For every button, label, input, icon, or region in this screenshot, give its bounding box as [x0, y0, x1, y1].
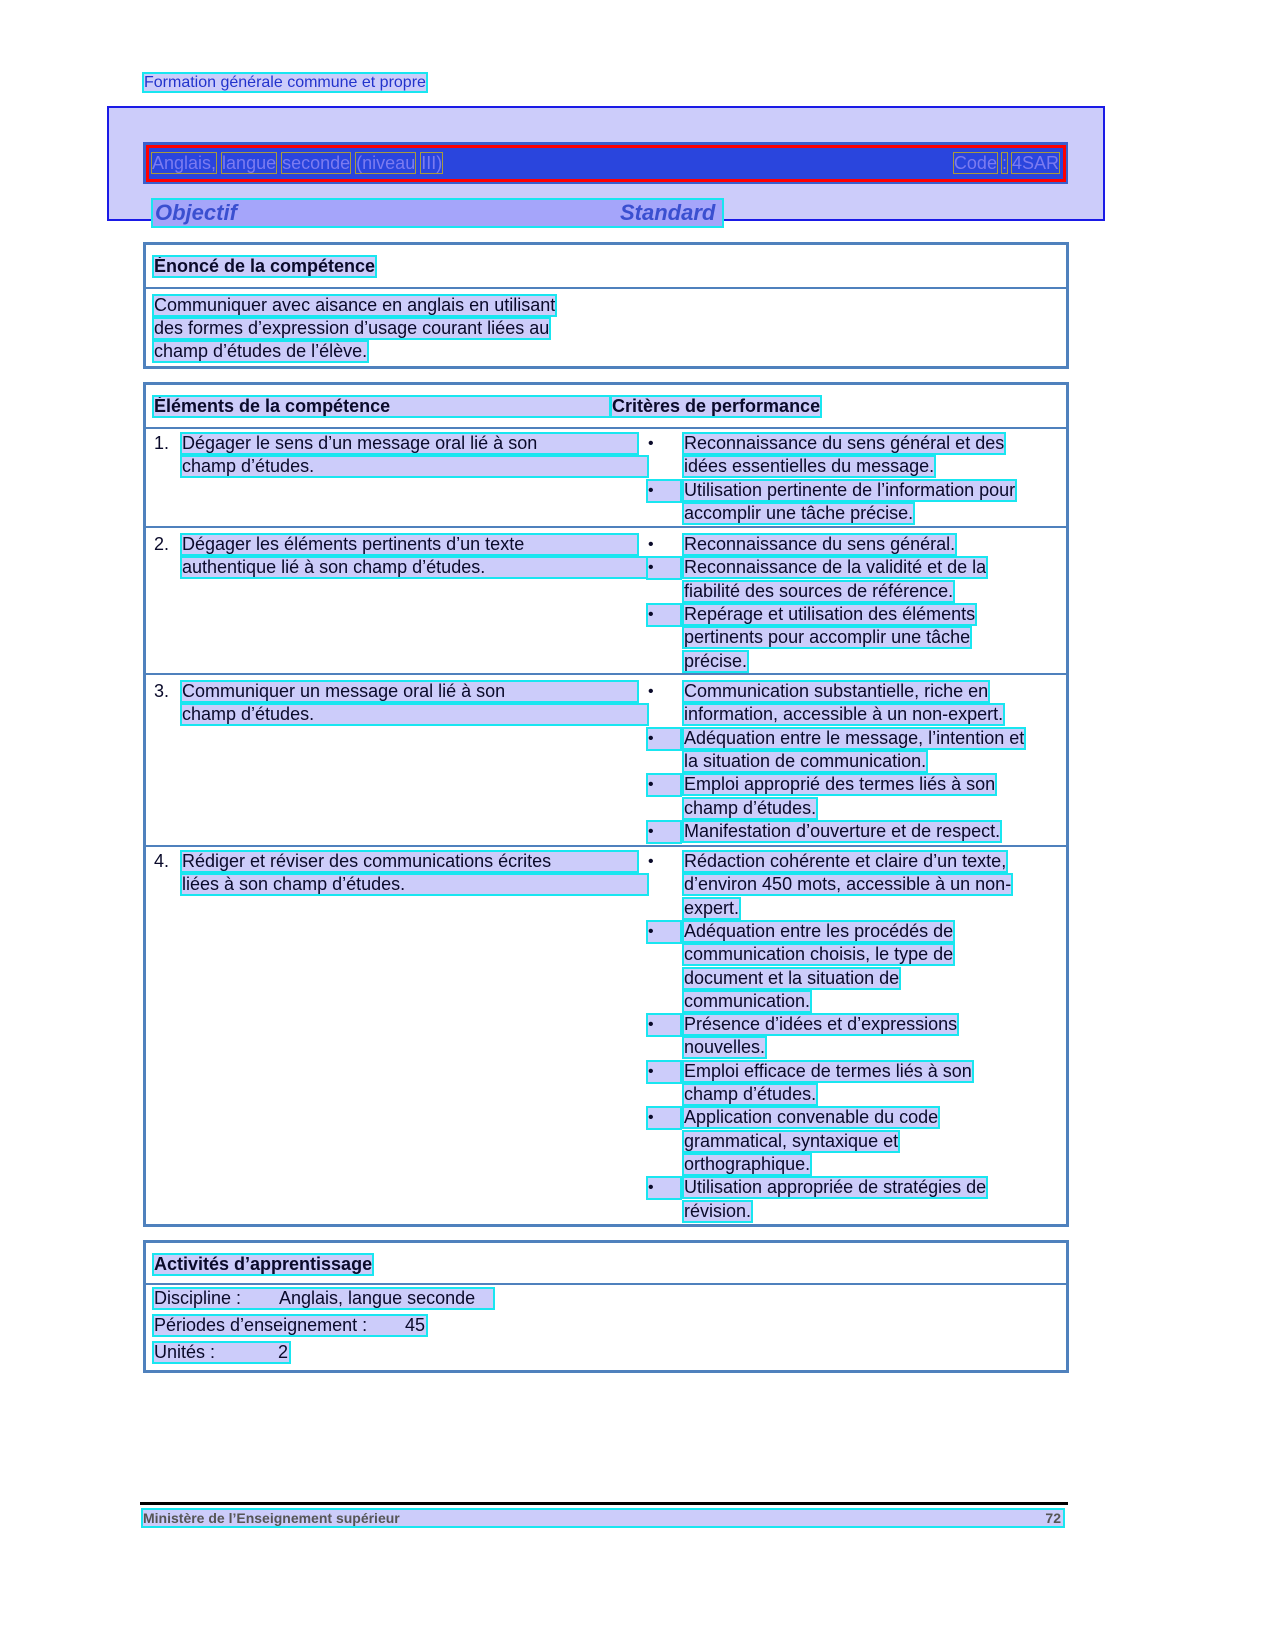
- criterion-line: Utilisation appropriée de stratégies de: [684, 1177, 987, 1198]
- criterion-line: Reconnaissance de la validité et de la: [684, 557, 987, 578]
- criterion-line: révision.: [684, 1200, 752, 1221]
- activities-heading: Activités d’apprentissage: [154, 1254, 373, 1274]
- bullet-icon: •: [648, 1178, 680, 1198]
- units-value: 2: [278, 1342, 289, 1362]
- bullet-icon: •: [648, 1062, 680, 1082]
- criterion-line: Adéquation entre les procédés de: [684, 920, 954, 941]
- criterion-line: Communication substantielle, riche en: [684, 681, 989, 701]
- criterion-line: pertinents pour accomplir une tâche: [684, 627, 971, 648]
- page-number: 72: [1045, 1510, 1061, 1526]
- element-line: champ d’études.: [181, 704, 648, 725]
- bullet-icon: •: [648, 853, 654, 870]
- element-line: Rédiger et réviser des communications écrites: [181, 851, 638, 872]
- element-line: Dégager le sens d’un message oral lié à son: [181, 433, 638, 454]
- criterion-line: Reconnaissance du sens général et des: [684, 433, 1005, 453]
- discipline-line: [153, 1288, 494, 1309]
- element-line: Communiquer un message oral lié à son: [181, 681, 638, 702]
- section-header: Formation générale commune et propre: [144, 74, 426, 91]
- course-title-word: Anglais,: [152, 153, 217, 173]
- criterion-line: Rédaction cohérente et claire d’un texte,: [684, 851, 1007, 871]
- course-title-word: seconde: [282, 153, 351, 173]
- bullet-icon: •: [648, 481, 680, 501]
- bullet-icon: •: [648, 775, 680, 795]
- criterion-line: Reconnaissance du sens général.: [684, 534, 956, 554]
- statement-line: champ d’études de l’élève.: [154, 341, 368, 361]
- criterion-line: Adéquation entre le message, l’intention et: [684, 727, 1025, 748]
- criterion-line: Application convenable du code: [684, 1107, 939, 1128]
- course-title: [152, 153, 442, 173]
- criterion-line: champ d’études.: [684, 797, 817, 818]
- bullet-icon: •: [648, 435, 654, 452]
- criterion-line: champ d’études.: [684, 1084, 817, 1104]
- criterion-line: Manifestation d’ouverture et de respect.: [684, 820, 1001, 841]
- bullet-icon: •: [648, 1015, 680, 1035]
- bullet-icon: •: [648, 729, 680, 749]
- standard-label: Standard: [620, 200, 716, 225]
- bullet-icon: •: [648, 536, 654, 553]
- course-title-bar: [143, 142, 1068, 184]
- bullet-icon: •: [648, 822, 680, 842]
- element-number: 4.: [154, 851, 170, 871]
- discipline-value: Anglais, langue seconde: [279, 1288, 476, 1308]
- criterion-line: communication.: [684, 990, 811, 1011]
- code-label: Code: [953, 153, 997, 173]
- criterion-line: Emploi approprié des termes liés à son: [684, 774, 996, 795]
- criteria-heading: Critères de performance: [612, 396, 821, 416]
- element-line: liées à son champ d’études.: [181, 874, 648, 895]
- units-line: [153, 1342, 290, 1363]
- footer: [143, 1510, 1063, 1526]
- bullet-icon: •: [648, 922, 680, 942]
- criterion-line: orthographique.: [684, 1153, 811, 1174]
- criterion-line: précise.: [684, 650, 748, 671]
- criterion-line: la situation de communication.: [684, 750, 927, 771]
- statement-line: des formes d’expression d’usage courant liées au: [154, 318, 550, 338]
- criterion-line: Utilisation pertinente de l’information pour: [684, 479, 1016, 500]
- course-title-word: (niveau: [356, 153, 416, 173]
- criterion-line: fiabilité des sources de référence.: [684, 580, 954, 601]
- criterion-line: Repérage et utilisation des éléments: [684, 603, 976, 624]
- objective-label: Objectif: [155, 200, 237, 225]
- criterion-line: idées essentielles du message.: [684, 456, 935, 477]
- statement-heading: Énoncé de la compétence: [154, 256, 376, 276]
- bullet-icon: •: [648, 605, 680, 625]
- element-number: 3.: [154, 681, 170, 701]
- criterion-line: expert.: [684, 897, 740, 918]
- course-title-word: langue: [222, 153, 277, 173]
- objective-standard-row: [153, 200, 722, 226]
- periods-label: Périodes d’enseignement :: [154, 1315, 368, 1335]
- element-number: 2.: [154, 534, 170, 554]
- criterion-line: Présence d’idées et d’expressions: [684, 1014, 958, 1035]
- bullet-icon: •: [648, 558, 680, 578]
- footer-rule: [140, 1502, 1068, 1505]
- criterion-line: Emploi efficace de termes liés à son: [684, 1060, 972, 1081]
- code-value: 4SAR: [1011, 153, 1059, 173]
- criterion-line: communication choisis, le type de: [684, 944, 954, 965]
- criterion-line: d’environ 450 mots, accessible à un non-: [684, 874, 1012, 895]
- periods-value: 45: [405, 1315, 426, 1335]
- criterion-line: nouvelles.: [684, 1037, 766, 1058]
- bullet-icon: •: [648, 1108, 680, 1128]
- periods-line: [153, 1315, 427, 1336]
- statement-line: Communiquer avec aisance en anglais en utilisant: [154, 295, 556, 315]
- criterion-line: document et la situation de: [684, 967, 900, 988]
- element-number: 1.: [154, 433, 170, 453]
- units-label: Unités :: [154, 1342, 216, 1362]
- course-title-word: III): [421, 153, 443, 173]
- discipline-label: Discipline :: [154, 1288, 242, 1308]
- element-line: authentique lié à son champ d’études.: [181, 557, 648, 578]
- course-code: [954, 153, 1059, 173]
- bullet-icon: •: [648, 683, 654, 700]
- footer-ministry: Ministère de l’Enseignement supérieur: [143, 1510, 400, 1526]
- element-line: champ d’études.: [181, 456, 648, 477]
- code-separator: :: [1001, 153, 1007, 173]
- criterion-line: information, accessible à un non-expert.: [684, 704, 1004, 725]
- elements-heading: Éléments de la compétence: [153, 396, 610, 417]
- elements-box: [143, 382, 1069, 1227]
- criterion-line: grammatical, syntaxique et: [684, 1130, 899, 1151]
- element-line: Dégager les éléments pertinents d’un texte: [181, 534, 638, 555]
- criterion-line: accomplir une tâche précise.: [684, 502, 914, 523]
